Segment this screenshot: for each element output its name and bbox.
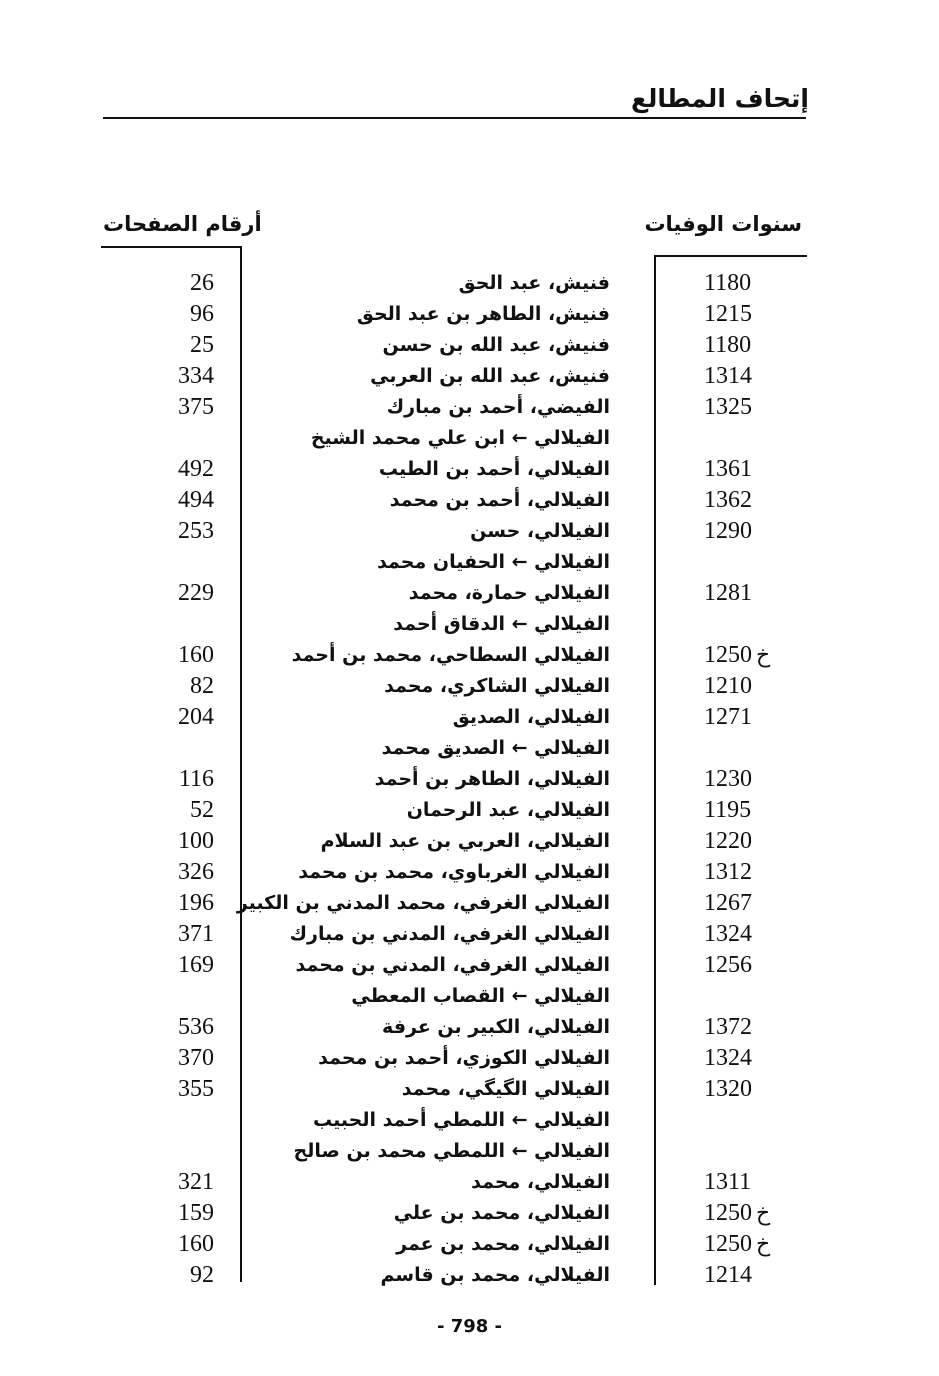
- page-reference: 25: [190, 332, 214, 358]
- death-year-value: 1256: [704, 952, 752, 978]
- index-row: [0, 950, 939, 981]
- death-year-value: 1250: [704, 1231, 752, 1257]
- person-name: الفيلالي الغرفي، المدني بن محمد: [295, 954, 610, 976]
- death-year-value: 1250: [704, 642, 752, 668]
- death-year-value: 1361: [704, 456, 752, 482]
- page-reference: 229: [178, 580, 214, 606]
- index-row: [0, 330, 939, 361]
- approx-year-mark: خ: [756, 643, 771, 668]
- page-reference: 96: [190, 301, 214, 327]
- death-year: [704, 764, 800, 795]
- page-reference: 370: [178, 1045, 214, 1071]
- death-year-value: 1362: [704, 487, 752, 513]
- index-row: [0, 1136, 939, 1167]
- page-reference: 204: [178, 704, 214, 730]
- death-year-value: 1271: [704, 704, 752, 730]
- death-year: [704, 888, 800, 919]
- person-name: الفيلالي الكوزي، أحمد بن محمد: [318, 1047, 610, 1069]
- death-year-value: 1324: [704, 1045, 752, 1071]
- years-column-rule: [654, 255, 807, 257]
- person-name: الفيلالي، عبد الرحمان: [406, 799, 610, 821]
- person-name: الفيلالي ← الحفيان محمد: [377, 551, 610, 573]
- index-row: [0, 454, 939, 485]
- person-name: الفيلالي ← القصاب المعطي: [351, 985, 610, 1007]
- death-year: [704, 330, 800, 361]
- death-year-value: 1290: [704, 518, 752, 544]
- page-number: - 798 -: [436, 1316, 503, 1337]
- running-title: إتحاف المطالع: [630, 84, 809, 113]
- death-year-value: 1320: [704, 1076, 752, 1102]
- column-header-years: سنوات الوفيات: [644, 212, 802, 236]
- page-reference: 169: [178, 952, 214, 978]
- person-name: الفيضي، أحمد بن مبارك: [386, 396, 610, 418]
- death-year-value: 1220: [704, 828, 752, 854]
- index-row: [0, 919, 939, 950]
- pages-column-rule: [101, 246, 241, 248]
- death-year-value: 1311: [704, 1169, 752, 1195]
- person-name: الفيلالي، الطاهر بن أحمد: [374, 768, 610, 790]
- person-name: فنيش، عبد الله بن حسن: [382, 334, 610, 356]
- death-year: [704, 671, 800, 702]
- person-name: الفيلالي ← اللمطي أحمد الحبيب: [313, 1109, 610, 1131]
- person-name: الفيلالي الغرفي، المدني بن مبارك: [289, 923, 610, 945]
- header-rule: [103, 117, 806, 119]
- index-row: [0, 826, 939, 857]
- death-year: [704, 578, 800, 609]
- page-reference: 494: [178, 487, 214, 513]
- person-name: الفيلالي، العربي بن عبد السلام: [320, 830, 610, 852]
- person-name: فنيش، الطاهر بن عبد الحق: [356, 303, 610, 325]
- index-row: [0, 1074, 939, 1105]
- page-reference: 334: [178, 363, 214, 389]
- index-row: [0, 702, 939, 733]
- death-year-value: 1250: [704, 1200, 752, 1226]
- death-year: [704, 361, 800, 392]
- index-row: [0, 299, 939, 330]
- person-name: الفيلالي، محمد بن قاسم: [380, 1264, 610, 1286]
- death-year-value: 1195: [704, 797, 752, 823]
- death-year: [704, 919, 800, 950]
- column-header-pages: أرقام الصفحات: [103, 212, 262, 236]
- person-name: الفيلالي، محمد بن عمر: [396, 1233, 610, 1255]
- approx-year-mark: خ: [756, 1232, 771, 1257]
- death-year-value: 1314: [704, 363, 752, 389]
- index-row: [0, 1105, 939, 1136]
- index-row: [0, 1012, 939, 1043]
- index-row: [0, 857, 939, 888]
- death-year: [704, 1167, 800, 1198]
- index-row: [0, 1229, 939, 1260]
- person-name: الفيلالي الشاكري، محمد: [384, 675, 610, 697]
- death-year: [704, 1229, 800, 1260]
- page-reference: 375: [178, 394, 214, 420]
- index-row: [0, 888, 939, 919]
- person-name: الفيلالي حمارة، محمد: [408, 582, 610, 604]
- person-name: الفيلالي، الصديق: [452, 706, 610, 728]
- death-year: [704, 1198, 800, 1229]
- index-row: [0, 1198, 939, 1229]
- index-row: [0, 795, 939, 826]
- index-row: [0, 640, 939, 671]
- person-name: الفيلالي، حسن: [470, 520, 610, 542]
- page-reference: 159: [178, 1200, 214, 1226]
- death-year-value: 1180: [704, 270, 752, 296]
- death-year-value: 1215: [704, 301, 752, 327]
- page-reference: 26: [190, 270, 214, 296]
- index-row: [0, 1043, 939, 1074]
- death-year: [704, 485, 800, 516]
- person-name: الفيلالي الغرفي، محمد المدني بن الكبير: [236, 892, 610, 914]
- index-table: [0, 268, 939, 1291]
- death-year-value: 1312: [704, 859, 752, 885]
- person-name: الفيلالي، الكبير بن عرفة: [382, 1016, 610, 1038]
- person-name: الفيلالي، محمد: [471, 1171, 610, 1193]
- page-reference: 326: [178, 859, 214, 885]
- person-name: الفيلالي ← اللمطي محمد بن صالح: [293, 1140, 610, 1162]
- death-year: [704, 268, 800, 299]
- page-reference: 92: [190, 1262, 214, 1288]
- index-row: [0, 609, 939, 640]
- death-year-value: 1230: [704, 766, 752, 792]
- death-year: [704, 454, 800, 485]
- death-year: [704, 1074, 800, 1105]
- death-year-value: 1325: [704, 394, 752, 420]
- death-year: [704, 950, 800, 981]
- index-row: [0, 423, 939, 454]
- person-name: فنيش، عبد الحق: [458, 272, 610, 294]
- index-row: [0, 392, 939, 423]
- approx-year-mark: خ: [756, 1201, 771, 1226]
- death-year-value: 1281: [704, 580, 752, 606]
- death-year: [704, 516, 800, 547]
- page-reference: 536: [178, 1014, 214, 1040]
- death-year: [704, 795, 800, 826]
- index-row: [0, 733, 939, 764]
- index-row: [0, 516, 939, 547]
- person-name: فنيش، عبد الله بن العربي: [370, 365, 610, 387]
- death-year: [704, 1012, 800, 1043]
- index-row: [0, 764, 939, 795]
- index-row: [0, 578, 939, 609]
- page-reference: 160: [178, 1231, 214, 1257]
- person-name: الفيلالي، أحمد بن محمد: [389, 489, 610, 511]
- person-name: الفيلالي ← ابن علي محمد الشيخ: [310, 427, 610, 449]
- death-year: [704, 1043, 800, 1074]
- death-year: [704, 392, 800, 423]
- page-reference: 492: [178, 456, 214, 482]
- index-row: [0, 485, 939, 516]
- death-year-value: 1324: [704, 921, 752, 947]
- index-row: [0, 981, 939, 1012]
- index-row: [0, 1260, 939, 1291]
- page-reference: 371: [178, 921, 214, 947]
- page-reference: 160: [178, 642, 214, 668]
- person-name: الفيلالي، محمد بن علي: [393, 1202, 610, 1224]
- death-year: [704, 857, 800, 888]
- death-year: [704, 299, 800, 330]
- person-name: الفيلالي السطاحي، محمد بن أحمد: [291, 644, 610, 666]
- page-reference: 321: [178, 1169, 214, 1195]
- death-year: [704, 702, 800, 733]
- death-year-value: 1214: [704, 1262, 752, 1288]
- page-reference: 82: [190, 673, 214, 699]
- person-name: الفيلالي ← الدقاق أحمد: [393, 613, 610, 635]
- death-year: [704, 826, 800, 857]
- page-reference: 355: [178, 1076, 214, 1102]
- page-reference: 100: [178, 828, 214, 854]
- index-row: [0, 268, 939, 299]
- page-reference: 52: [190, 797, 214, 823]
- death-year-value: 1372: [704, 1014, 752, 1040]
- death-year: [704, 1260, 800, 1291]
- index-row: [0, 547, 939, 578]
- page-reference: 196: [178, 890, 214, 916]
- index-row: [0, 1167, 939, 1198]
- person-name: الفيلالي ← الصديق محمد: [381, 737, 610, 759]
- death-year: [704, 640, 800, 671]
- page-reference: 116: [178, 766, 214, 792]
- death-year-value: 1180: [704, 332, 752, 358]
- person-name: الفيلالي الگيگي، محمد: [401, 1078, 610, 1100]
- person-name: الفيلالي الغرباوي، محمد بن محمد: [298, 861, 610, 883]
- index-row: [0, 361, 939, 392]
- page-reference: 253: [178, 518, 214, 544]
- person-name: الفيلالي، أحمد بن الطيب: [378, 458, 610, 480]
- death-year-value: 1267: [704, 890, 752, 916]
- index-row: [0, 671, 939, 702]
- death-year-value: 1210: [704, 673, 752, 699]
